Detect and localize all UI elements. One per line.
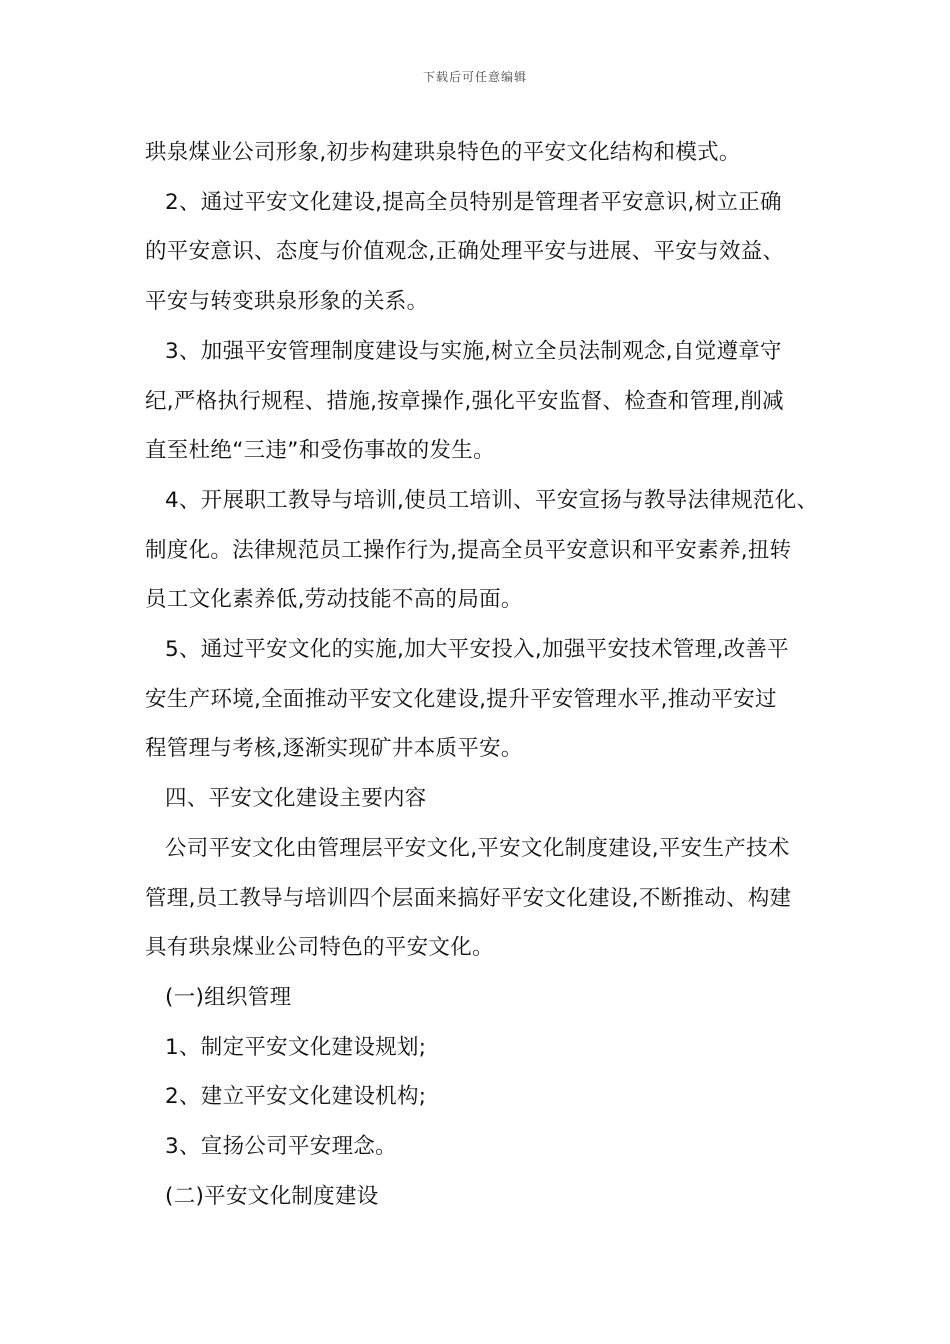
text-line: 2、通过平安文化建设,提高全员特别是管理者平安意识,树立正确 xyxy=(165,189,782,215)
text-line: 公司平安文化由管理层平安文化,平安文化制度建设,平安生产技术 xyxy=(165,835,790,861)
text-line: 5、通过平安文化的实施,加大平安投入,加强平安技术管理,改善平 xyxy=(165,637,789,663)
page-header: 下载后可任意编辑 xyxy=(422,70,527,84)
text-line: 程管理与考核,逐渐实现矿井本质平安。 xyxy=(145,736,523,762)
text-line: 4、开展职工教导与培训,使员工培训、平安宣扬与教导法律规范化、 xyxy=(165,487,819,513)
text-line: 2、建立平安文化建设机构; xyxy=(165,1084,427,1110)
text-line: 纪,严格执行规程、措施,按章操作,强化平安监督、检查和管理,削减 xyxy=(145,388,784,414)
text-line: 具有珙泉煤业公司特色的平安文化。 xyxy=(145,935,494,961)
text-line: (一)组织管理 xyxy=(165,984,292,1010)
text-line: 制度化。法律规范员工操作行为,提高全员平安意识和平安素养,扭转 xyxy=(145,537,792,563)
document-body xyxy=(145,128,825,1221)
text-line: 管理,员工教导与培训四个层面来搞好平安文化建设,不断推动、构建 xyxy=(145,885,792,911)
text-line: 珙泉煤业公司形象,初步构建珙泉特色的平安文化结构和模式。 xyxy=(145,140,741,165)
text-line: 安生产环境,全面推动平安文化建设,提升平安管理水平,推动平安过 xyxy=(145,686,777,712)
text-line: (二)平安文化制度建设 xyxy=(165,1183,379,1209)
text-line: 平安与转变珙泉形象的关系。 xyxy=(145,289,429,315)
text-line: 3、加强平安管理制度建设与实施,树立全员法制观念,自觉遵章守 xyxy=(165,338,782,364)
text-line: 3、宣扬公司平安理念。 xyxy=(165,1134,397,1160)
text-line: 1、制定平安文化建设规划; xyxy=(165,1034,427,1060)
text-line: 直至杜绝“三违”和受伤事故的发生。 xyxy=(145,438,495,464)
text-line: 员工文化素养低,劳动技能不高的局面。 xyxy=(145,587,523,613)
text-line: 四、平安文化建设主要内容 xyxy=(165,786,427,812)
text-line: 的平安意识、态度与价值观念,正确处理平安与进展、平安与效益、 xyxy=(145,239,785,265)
